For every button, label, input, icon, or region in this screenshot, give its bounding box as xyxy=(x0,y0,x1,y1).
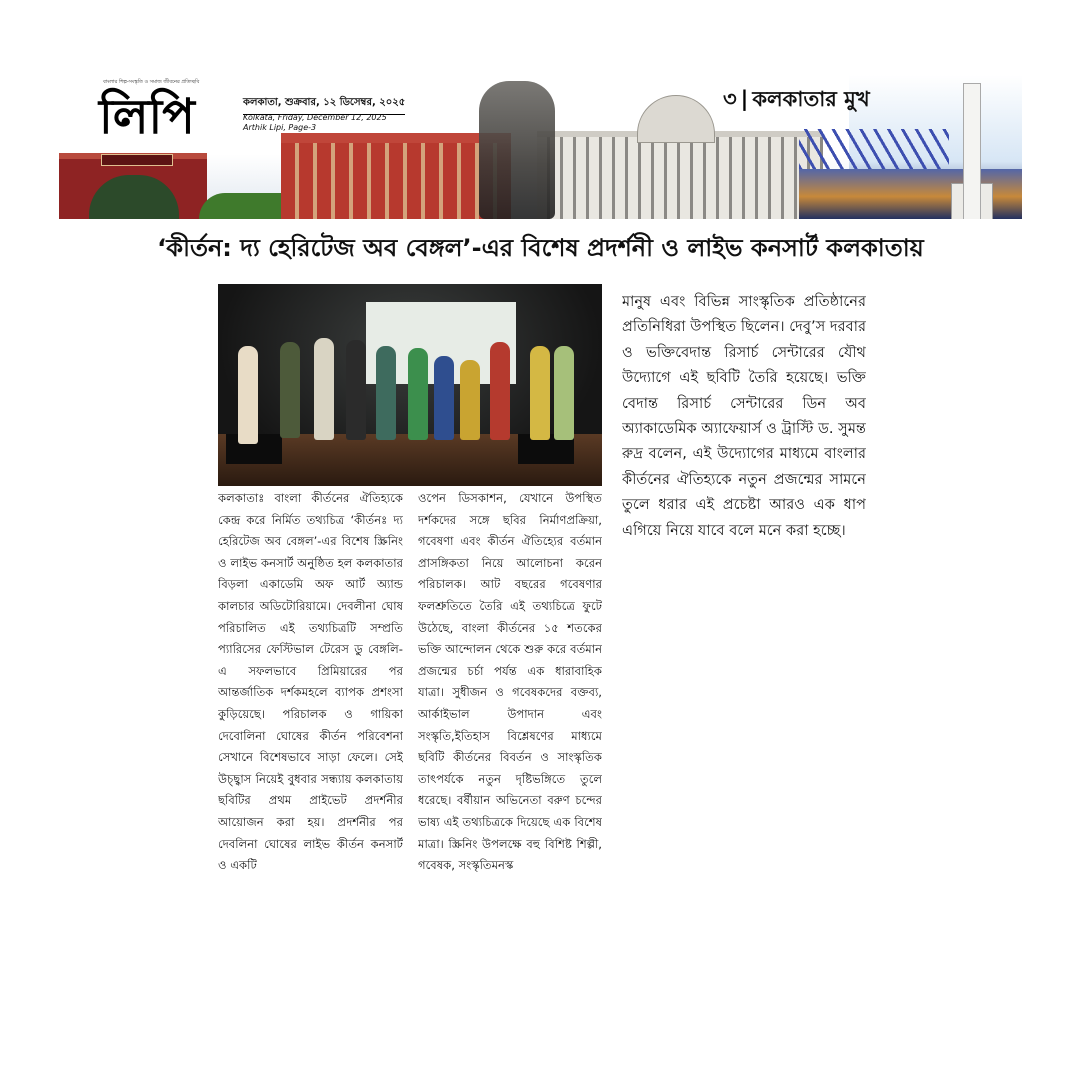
article-column-3: মানুষ এবং বিভিন্ন সাংস্কৃতিক প্রতিষ্ঠানের প্রতিনিধিরা উপস্থিত ছিলেন। দেবু’স দরবার ও ভক্তিবেদান্ত রিসার্চ সেন্টারের যৌথ উদ্যোগে এই ছবিটি তৈরি হয়েছে। ভক্তি বেদান্ত রিসার্চ সেন্টারের ডিন অব অ্যাকাডেমিক অ্যাফেয়ার্স ও ট্রাস্টি ড. সুমন্ত রুদ্র বলেন, এই উদ্যোগের মাধ্যমে বাংলার কীর্তনের ঐতিহ্যকে নতুন প্রজন্মের সামনে তুলে ধরার এই প্রচেষ্টা আরও এক ধাপ এগিয়ে নিয়ে যাবে বলে মনে করা হচ্ছে। xyxy=(622,293,866,539)
page-separator: | xyxy=(740,87,749,111)
banner-memorial-dome xyxy=(637,95,715,143)
banner-monument-tower xyxy=(963,83,981,219)
issue-date-english xyxy=(243,113,387,133)
photo-person xyxy=(490,342,510,440)
photo-person xyxy=(280,342,300,438)
issue-date-bengali: কলকাতা, শুক্রবার, ১২ ডিসেম্বর, ২০২৫ xyxy=(243,95,405,115)
banner-howrah-bridge xyxy=(799,129,949,169)
section-name: কলকাতার মুখ xyxy=(752,87,870,111)
photo-person xyxy=(408,348,428,440)
banner-writers-building xyxy=(281,133,511,219)
issue-date-english-line: Kolkata, Friday, December 12, 2025 xyxy=(243,113,387,122)
photo-person xyxy=(530,346,550,440)
photo-person xyxy=(346,340,366,440)
photo-person xyxy=(314,338,334,440)
banner-gate-sign xyxy=(101,154,173,166)
photo-person xyxy=(460,360,480,440)
page-number: ৩ xyxy=(723,87,737,111)
photo-person xyxy=(554,346,574,440)
banner-footballer-statue xyxy=(479,81,555,219)
banner-victoria-memorial xyxy=(537,131,823,219)
page-section-label xyxy=(723,83,870,118)
photo-person xyxy=(238,346,258,444)
newspaper-tagline: বাংলার শিল্প-সংস্কৃতি ও সমাজ জীবনের প্রতিচ্ছবি xyxy=(103,79,200,85)
newspaper-logo: লিপি xyxy=(99,89,195,145)
photo-person xyxy=(434,356,454,440)
article-column-1: কলকাতাঃ বাংলা কীর্তনের ঐতিহ্যকে কেন্দ্র করে নির্মিত তথ্যচিত্র ‘কীর্তনঃ দ্য হেরিটেজ অব বেঙ্গল’-এর বিশেষ স্ক্রিনিং ও লাইভ কনসার্ট অনুষ্ঠিত হল কলকাতার বিড়লা একাডেমি অফ আর্ট অ্যান্ড কালচার অডিটোরিয়ামে। দেবলীনা ঘোষ পরিচালিত এই তথ্যচিত্রটি সম্প্রতি প্যারিসের ফেস্টিভাল টেরেস ডু বেঙ্গলি-এ সফলভাবে প্রিমিয়ারের পর আন্তর্জাতিক দর্শকমহলে ব্যাপক প্রশংসা কুড়িয়েছে। পরিচালক ও গায়িকা দেবোলিনা ঘোষের কীর্তন পরিবেশনা সেখানে বিশেষভাবে সাড়া ফেলে। সেই উচ্ছ্বাস নিয়েই বুধবার সন্ধ্যায় কলকাতায় ছবিটির প্রথম প্রাইভেট প্রদর্শনীর আয়োজন করা হয়। প্রদর্শনীর পর দেবলিনা ঘোষের লাইভ কীর্তন কনসার্ট ও একটি xyxy=(218,491,403,873)
issue-page-line: Arthik Lipi, Page-3 xyxy=(243,123,317,132)
event-photo xyxy=(218,284,602,486)
photo-person xyxy=(376,346,396,440)
masthead-banner xyxy=(59,75,1022,219)
article-headline: ‘কীর্তন: দ্য হেরিটেজ অব বেঙ্গল’-এর বিশেষ প্রদর্শনী ও লাইভ কনসার্ট কলকাতায় xyxy=(157,234,924,262)
article-column-2: ওপেন ডিসকাশন, যেখানে উপস্থিত দর্শকদের সঙ্গে ছবির নির্মাণপ্রক্রিয়া, গবেষণা এবং কীর্তন ঐতিহ্যের বর্তমান প্রাসঙ্গিকতা নিয়ে আলোচনা করেন পরিচালক। আট বছরের গবেষণার ফলশ্রুতিতে তৈরি এই তথ্যচিত্রে ফুটে উঠেছে, বাংলা কীর্তনের ১৫ শতকের ভক্তি আন্দোলন থেকে শুরু করে বর্তমান প্রজন্মের চর্চা পর্যন্ত এক ধারাবাহিক যাত্রা। সুধীজন ও গবেষকদের বক্তব্য, আর্কাইভাল উপাদান এবং সংস্কৃতি,ইতিহাস বিশ্লেষণের মাধ্যমে ছবিটি কীর্তনের বিবর্তন ও সাংস্কৃতিক তাৎপর্যকে নতুন দৃষ্টিভঙ্গিতে তুলে ধরেছে। বর্ষীয়ান অভিনেতা বরুণ চন্দের ভাষ্য এই তথ্যচিত্রকে দিয়েছে এক বিশেষ মাত্রা। স্ক্রিনিং উপলক্ষে বহু বিশিষ্ট শিল্পী, গবেষক, সংস্কৃতিমনস্ক xyxy=(418,491,602,873)
